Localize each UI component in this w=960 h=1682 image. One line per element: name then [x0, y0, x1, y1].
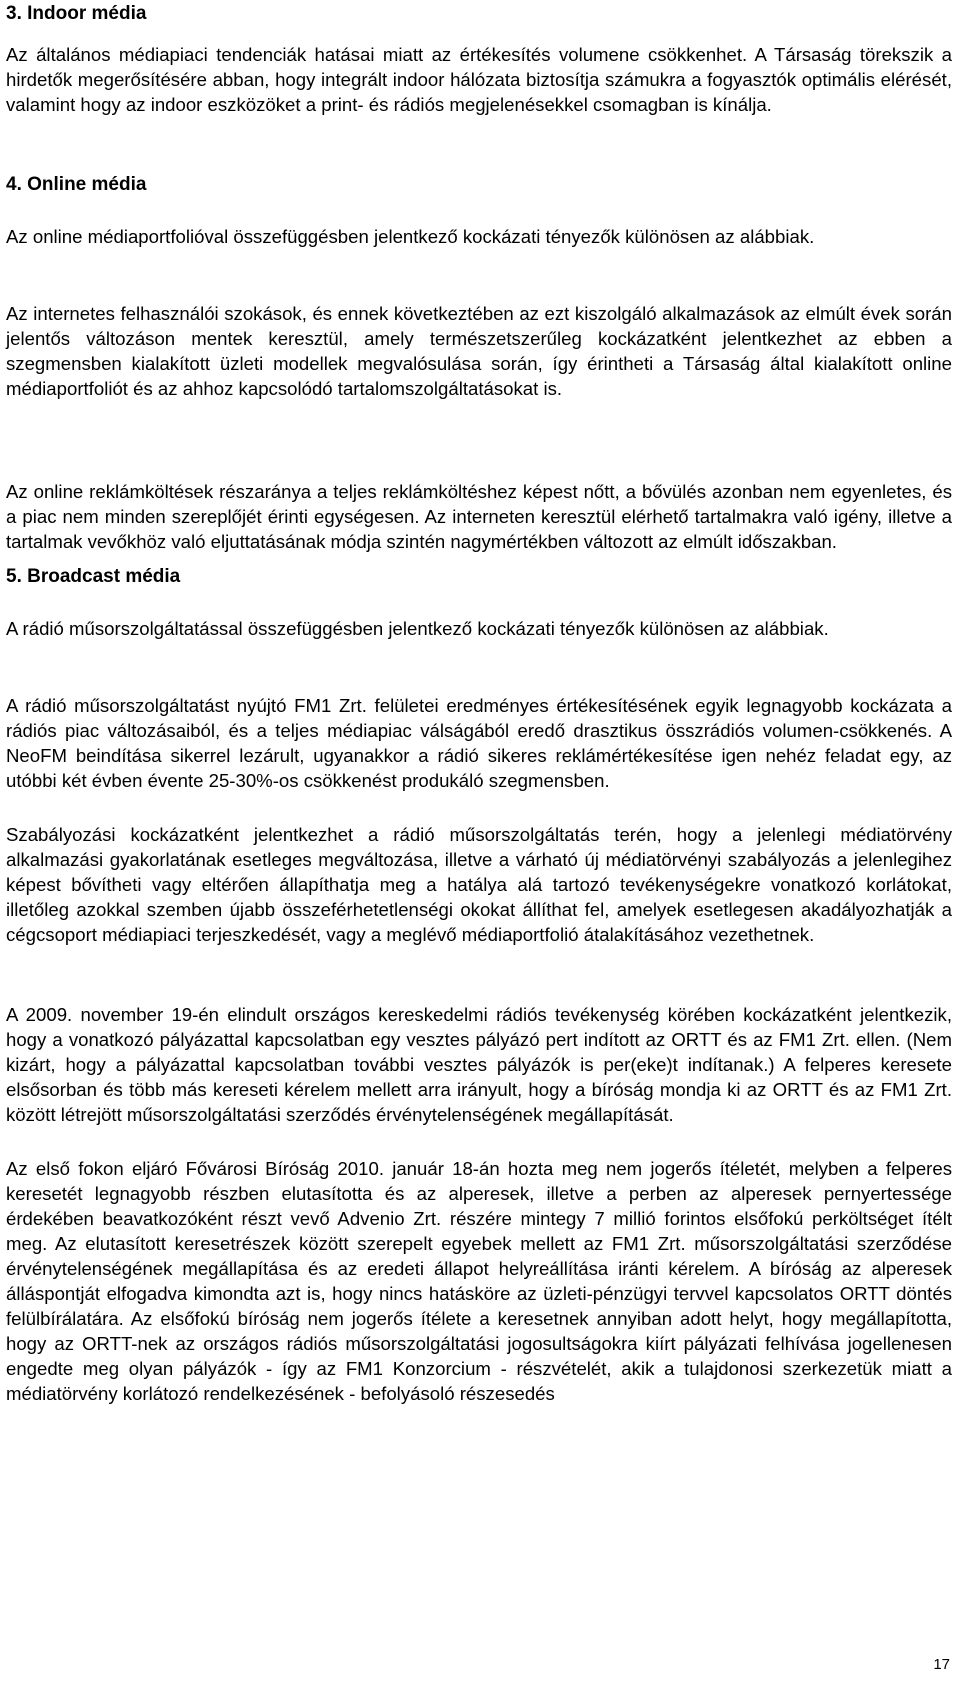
paragraph: A rádió műsorszolgáltatást nyújtó FM1 Zrt. felületei eredményes értékesítésének egyik legnagyobb kockázata a rádiós piac változásaiból, és a teljes médiapiac válságából eredő drasztikus összrádiós volumen-csökkenés. A NeoFM beindítása sikerrel lezárult, ugyanakkor a rádió sikeres reklámértékesítése igen nehéz feladat egy, az utóbbi két évben évente 25-30%-os csökkenést produkáló szegmensben.	[6, 695, 952, 791]
section-heading-online: 4. Online média	[6, 174, 147, 195]
paragraph: Az online médiaportfolióval összefüggésben jelentkező kockázati tényezők különösen az alábbiak.	[6, 226, 815, 247]
paragraph: A 2009. november 19-én elindult országos kereskedelmi rádiós tevékenység körében kockázatként jelentkezik, hogy a vonatkozó pályázattal kapcsolatban egy vesztes pályázó pert indított az ORTT és az FM1 Zrt. ellen. (Nem kizárt, hogy a pályázattal kapcsolatban további vesztes pályázók is per(eke)t indítanak.) A felperes keresete elsősorban és több más kereseti kérelem mellett arra irányult, hogy a bíróság mondja ki az ORTT és az FM1 Zrt. között létrejött műsorszolgáltatási szerződés érvénytelenségének megállapítását.	[6, 1004, 952, 1125]
paragraph: A rádió műsorszolgáltatással összefüggésben jelentkező kockázati tényezők különösen az alábbiak.	[6, 618, 829, 639]
paragraph: Az első fokon eljáró Fővárosi Bíróság 2010. január 18-án hozta meg nem jogerős ítéletét, melyben a felperes keresetét legnagyobb részben elutasította és az alperesek, illetve a perben az alperesek pernyertessége érdekében beavatkozóként részt vevő Advenio Zrt. részére mintegy 7 millió forintos elsőfokú perköltséget ítélt meg. Az elutasított keresetrészek között szerepelt egyebek mellett az FM1 Zrt. műsorszolgáltatási szerződése érvénytelenségének megállapítása és az eredeti állapot helyreállítása iránti kérelem. A bíróság az alperesek álláspontját elfogadva kimondta azt is, hogy nincs hatásköre az üzleti-pénzügyi tervvel kapcsolatos ORTT döntés felülbírálatára. Az elsőfokú bíróság nem jogerős ítélete a keresetnek annyiban adott helyt, hogy megállapította, hogy az ORTT-nek az országos rádiós műsorszolgáltatási jogosultságokra kiírt pályázati felhívása jogellenesen engedte meg olyan pályázók - így az FM1 Konzorcium - részvételét, akik a tulajdonosi szerkezetük miatt a médiatörvény korlátozó rendelkezésének - befolyásoló részesedés	[6, 1158, 952, 1404]
paragraph: Szabályozási kockázatként jelentkezhet a rádió műsorszolgáltatás terén, hogy a jelenlegi médiatörvény alkalmazási gyakorlatának esetleges megváltozása, illetve a várható új médiatörvényi szabályozás a jelenlegihez képest bővítheti vagy eltérően állapíthatja meg a hatálya alá tartozó tevékenységekre vonatkozó korlátokat, illetőleg azokkal szemben újabb összeférhetetlenségi okokat állíthat fel, amelyek esetlegesen akadályozhatják a cégcsoport médiapiaci terjeszkedését, vagy a meglévő médiaportfolió átalakításához vezethetnek.	[6, 824, 952, 945]
section-heading-indoor: 3. Indoor média	[6, 3, 147, 24]
paragraph: Az általános médiapiaci tendenciák hatásai miatt az értékesítés volumene csökkenhet. A Társaság törekszik a hirdetők megerősítésére abban, hogy integrált indoor hálózata biztosítja számukra a fogyasztók optimális elérését, valamint hogy az indoor eszközöket a print- és rádiós megjelenésekkel csomagban is kínálja.	[6, 44, 952, 115]
paragraph: Az online reklámköltések részaránya a teljes reklámköltéshez képest nőtt, a bővülés azonban nem egyenletes, és a piac nem minden szereplőjét érinti egységesen. Az interneten keresztül elérhető tartalmakra való igény, illetve a tartalmak vevőkhöz való eljuttatásának módja szintén nagymértékben változott az elmúlt időszakban.	[6, 481, 952, 552]
section-heading-broadcast: 5. Broadcast média	[6, 566, 181, 587]
page-number: 17	[933, 1656, 950, 1673]
paragraph: Az internetes felhasználói szokások, és ennek következtében az ezt kiszolgáló alkalmazások az elmúlt évek során jelentős változáson mentek keresztül, amely természetszerűleg kockázatként jelentkezhet az ebben a szegmensben kialakított üzleti modellek megvalósulása során, így érintheti a Társaság által kialakított online médiaportfoliót és az ahhoz kapcsolódó tartalomszolgáltatásokat is.	[6, 303, 952, 399]
